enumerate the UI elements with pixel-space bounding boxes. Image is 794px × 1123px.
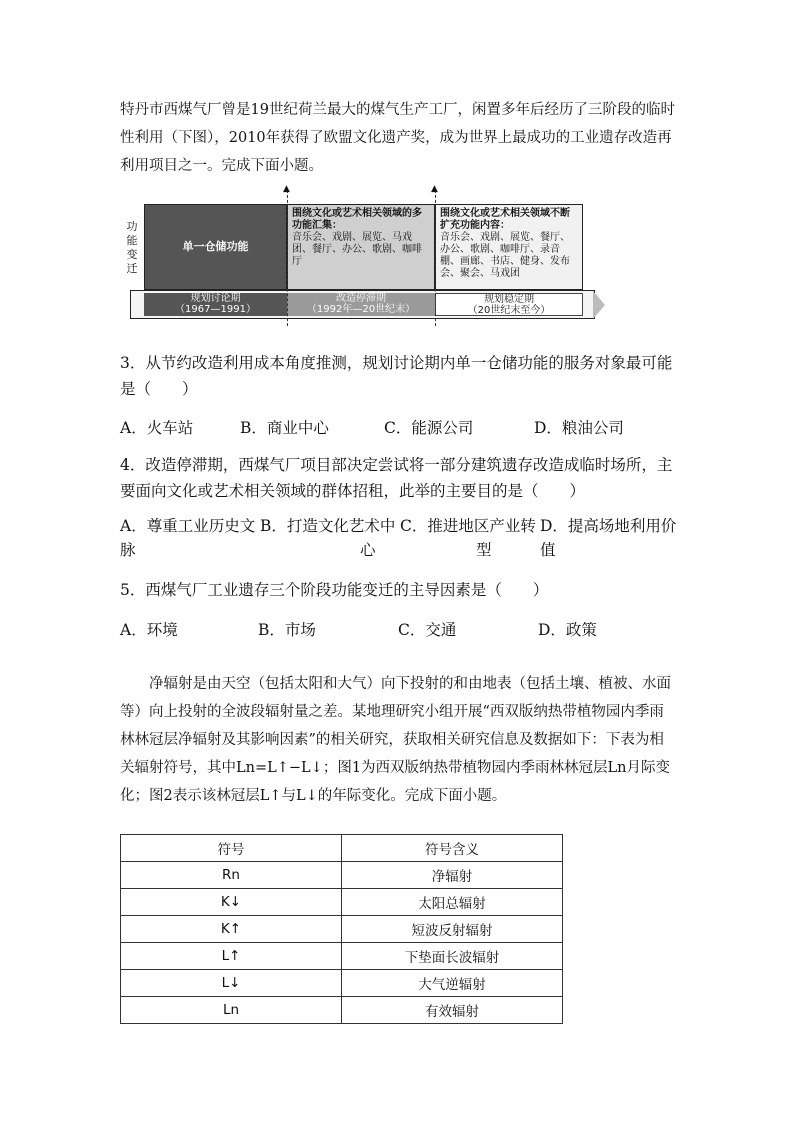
period-2-name: 改造停滞期 bbox=[336, 293, 386, 304]
stage2-content: 音乐会、戏剧、展览、马戏团、餐厅、办公、歌剧、咖啡厅 bbox=[292, 232, 422, 267]
stage3-content: 音乐会、戏剧、展览、餐厅、办公、歌剧、咖啡厅、录音棚、画廊、书店、健身、发布会、聚会、马戏团 bbox=[440, 232, 570, 279]
meaning-cell: 太阳总辐射 bbox=[342, 889, 563, 916]
table-header-row bbox=[121, 835, 563, 862]
stage2-box bbox=[287, 204, 435, 290]
period-1 bbox=[144, 293, 287, 316]
q4-option-b[interactable] bbox=[260, 514, 400, 562]
q5-option-b[interactable]: B．市场 bbox=[258, 621, 316, 639]
stage3-box bbox=[435, 204, 583, 290]
timeline-arrow-icon bbox=[593, 291, 605, 319]
question-5-stem: 5．西煤气厂工业遗存三个阶段功能变迁的主导因素是（ ） bbox=[120, 581, 549, 599]
question-3-stem: 3．从节约改造利用成本角度推测，规划讨论期内单一仓储功能的服务对象最可能是（ ） bbox=[120, 354, 673, 398]
y-axis-label: 功能变迁 bbox=[126, 220, 138, 275]
period-3-range: （20世纪末至今） bbox=[467, 305, 551, 316]
symbol-cell: K↓ bbox=[121, 889, 342, 916]
q4-option-d[interactable] bbox=[540, 514, 680, 562]
period-1-name: 规划讨论期 bbox=[190, 293, 241, 304]
stage1-label: 单一仓储功能 bbox=[182, 240, 249, 253]
question-4-stem: 4．改造停滞期，西煤气厂项目部决定尝试将一部分建筑遗存改造成临时场所，主要面向文化或艺术相关领域的群体招租，此举的主要目的是（ ） bbox=[120, 456, 673, 500]
period-2 bbox=[287, 293, 435, 316]
symbol-cell: K↑ bbox=[121, 916, 342, 943]
table-row bbox=[121, 943, 563, 970]
q4-option-b-line2: 心 bbox=[360, 541, 376, 559]
stage2-heading: 围绕文化或艺术相关领域的多功能汇集： bbox=[292, 208, 422, 231]
q5-option-d[interactable]: D．政策 bbox=[538, 621, 597, 639]
q3-option-d[interactable]: D．粮油公司 bbox=[534, 419, 624, 437]
up-arrow-icon: ▲ bbox=[431, 184, 438, 194]
meaning-cell: 大气逆辐射 bbox=[342, 970, 563, 997]
intro-paragraph: 特丹市西煤气厂曾是19世纪荷兰最大的煤气生产工厂，闲置多年后经历了三阶段的临时性利用（下图），2010年获得了欧盟文化遗产奖，成为世界上最成功的工业遗存改造再利用项目之一。完成下面小题。 bbox=[120, 102, 675, 174]
q3-option-a[interactable]: A．火车站 bbox=[120, 419, 194, 437]
period-3-name: 规划稳定期 bbox=[484, 294, 534, 305]
stage3-heading: 围绕文化或艺术相关领域不断扩充功能内容： bbox=[440, 208, 570, 231]
q3-option-c[interactable]: C．能源公司 bbox=[384, 419, 474, 437]
header-meaning: 符号含义 bbox=[342, 835, 563, 862]
radiation-symbol-table bbox=[120, 834, 563, 1024]
meaning-cell: 有效辐射 bbox=[342, 997, 563, 1024]
q4-option-a-line1: A．尊重工业历史文 bbox=[120, 517, 256, 535]
table-row bbox=[121, 997, 563, 1024]
q4-option-a[interactable] bbox=[120, 514, 260, 562]
table-row bbox=[121, 916, 563, 943]
table-row bbox=[121, 889, 563, 916]
stage1-box bbox=[144, 204, 287, 290]
q5-option-c[interactable]: C．交通 bbox=[398, 621, 457, 639]
up-arrow-icon: ▲ bbox=[283, 184, 290, 194]
passage-2-paragraph: 净辐射是由天空（包括太阳和大气）向下投射的和由地表（包括土壤、植被、水面等）向上投射的全波段辐射量之差。某地理研究小组开展“西双版纳热带植物园内季雨林林冠层净辐射及其影响因素”的相关研究，获取相关研究信息及数据如下：下表为相关辐射符号，其中Ln=L↑−L↓；图1为西双版纳热带植物园内季雨林林冠层Ln月际变化；图2表示该林冠层L↑与L↓的年际变化。完成下面小题。 bbox=[120, 676, 671, 804]
q5-option-a[interactable]: A．环境 bbox=[120, 621, 178, 639]
q3-option-b[interactable]: B．商业中心 bbox=[240, 419, 329, 437]
symbol-cell: Ln bbox=[121, 997, 342, 1024]
symbol-cell: Rn bbox=[121, 862, 342, 889]
q4-option-c-line2: 型 bbox=[476, 541, 492, 559]
period-1-range: （1967—1991） bbox=[175, 304, 256, 315]
q4-option-b-line1: B．打造文化艺术中 bbox=[260, 517, 396, 535]
period-2-range: （1992年—20世纪末） bbox=[306, 304, 416, 315]
q4-option-d-line2: 值 bbox=[540, 541, 556, 559]
divider-1 bbox=[287, 190, 288, 326]
q4-option-c-line1: C．推进地区产业转 bbox=[400, 517, 536, 535]
q4-option-c[interactable] bbox=[400, 514, 540, 562]
table-row bbox=[121, 862, 563, 889]
function-change-diagram bbox=[120, 184, 610, 330]
table-row bbox=[121, 970, 563, 997]
meaning-cell: 下垫面长波辐射 bbox=[342, 943, 563, 970]
q4-option-d-line1: D．提高场地利用价 bbox=[540, 517, 677, 535]
symbol-cell: L↓ bbox=[121, 970, 342, 997]
period-3 bbox=[435, 293, 583, 316]
meaning-cell: 短波反射辐射 bbox=[342, 916, 563, 943]
header-symbol: 符号 bbox=[121, 835, 342, 862]
symbol-cell: L↑ bbox=[121, 943, 342, 970]
q4-option-a-line2: 脉 bbox=[120, 541, 136, 559]
divider-2 bbox=[435, 190, 436, 326]
meaning-cell: 净辐射 bbox=[342, 862, 563, 889]
